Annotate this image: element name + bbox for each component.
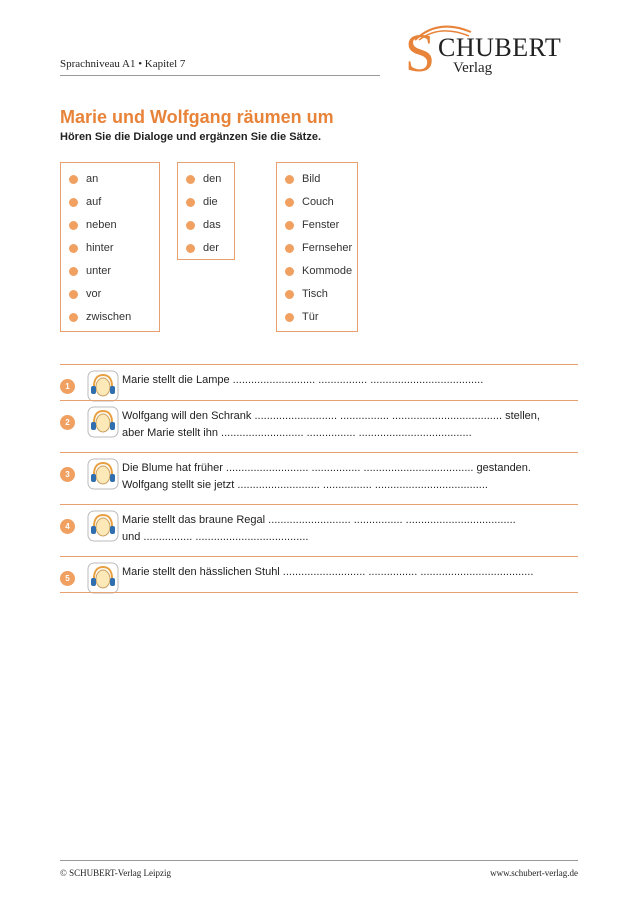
noun-item — [277, 242, 357, 256]
preposition-box — [60, 162, 160, 332]
preposition-item — [61, 219, 159, 233]
noun-label: Fenster — [302, 219, 340, 231]
listening-headphones-icon[interactable] — [87, 562, 119, 594]
page-instruction: Hören Sie die Dialoge und ergänzen Sie die Sätze. — [60, 131, 322, 143]
article-item — [178, 173, 234, 187]
bullet-dot-icon — [285, 313, 294, 322]
preposition-item — [61, 288, 159, 302]
header-level: Sprachniveau A1 • Kapitel 7 — [60, 58, 186, 70]
bullet-dot-icon — [186, 175, 195, 184]
exercise-divider — [60, 504, 578, 505]
bullet-dot-icon — [69, 267, 78, 276]
bullet-dot-icon — [69, 244, 78, 253]
bullet-dot-icon — [285, 175, 294, 184]
exercise-number: 3 — [60, 467, 75, 482]
article-label: den — [203, 173, 222, 185]
header-divider — [60, 75, 380, 76]
bullet-dot-icon — [69, 175, 78, 184]
bullet-dot-icon — [186, 198, 195, 207]
bullet-dot-icon — [186, 244, 195, 253]
article-box — [177, 162, 235, 260]
preposition-item — [61, 196, 159, 210]
preposition-label: an — [86, 173, 99, 185]
noun-box — [276, 162, 358, 332]
listening-headphones-icon[interactable] — [87, 406, 119, 438]
footer-copyright: © SCHUBERT-Verlag Leipzig — [60, 868, 171, 878]
exercise-item — [60, 510, 578, 550]
exercise-sentence[interactable]: Wolfgang stellt sie jetzt ........................... ................ ..................................... — [122, 479, 488, 491]
exercise-number: 4 — [60, 519, 75, 534]
noun-label: Couch — [302, 196, 334, 208]
article-label: der — [203, 242, 219, 254]
exercise-divider — [60, 400, 578, 401]
footer-website: www.schubert-verlag.de — [490, 868, 578, 878]
noun-item — [277, 173, 357, 187]
exercise-divider — [60, 364, 578, 365]
bullet-dot-icon — [285, 244, 294, 253]
bullet-dot-icon — [69, 313, 78, 322]
bullet-dot-icon — [69, 290, 78, 299]
exercise-sentence[interactable]: Die Blume hat früher ........................... ................ .................................... gestanden. — [122, 462, 531, 474]
exercise-number: 2 — [60, 415, 75, 430]
bullet-dot-icon — [69, 221, 78, 230]
preposition-label: hinter — [86, 242, 114, 254]
preposition-label: vor — [86, 288, 102, 300]
bullet-dot-icon — [285, 267, 294, 276]
bullet-dot-icon — [285, 221, 294, 230]
preposition-label: auf — [86, 196, 102, 208]
noun-item — [277, 196, 357, 210]
preposition-item — [61, 173, 159, 187]
logo-name: CHUBERT — [438, 33, 562, 62]
page-title: Marie und Wolfgang räumen um — [60, 107, 334, 127]
exercise-number: 5 — [60, 571, 75, 586]
exercise-sentence[interactable]: Marie stellt die Lampe ........................... ................ ..................................... — [122, 374, 484, 386]
listening-headphones-icon[interactable] — [87, 510, 119, 542]
noun-label: Tisch — [302, 288, 328, 300]
exercise-item — [60, 458, 578, 498]
logo-sub: Verlag — [453, 60, 493, 76]
listening-headphones-icon[interactable] — [87, 458, 119, 490]
preposition-label: unter — [86, 265, 112, 277]
noun-label: Fernseher — [302, 242, 353, 254]
article-item — [178, 242, 234, 256]
article-item — [178, 196, 234, 210]
noun-item — [277, 265, 357, 279]
noun-label: Kommode — [302, 265, 353, 277]
exercise-sentence[interactable]: und ................ ..................................... — [122, 531, 309, 543]
exercise-sentence[interactable]: Marie stellt das braune Regal ........................... ................ .................................... — [122, 514, 516, 526]
preposition-label: neben — [86, 219, 117, 231]
article-label: die — [203, 196, 218, 208]
bullet-dot-icon — [69, 198, 78, 207]
exercise-number: 1 — [60, 379, 75, 394]
bullet-dot-icon — [285, 290, 294, 299]
exercise-sentence[interactable]: Marie stellt den hässlichen Stuhl ........................... ................ ..................................... — [122, 566, 534, 578]
preposition-item — [61, 265, 159, 279]
noun-item — [277, 219, 357, 233]
noun-label: Bild — [302, 173, 321, 185]
exercise-divider — [60, 592, 578, 593]
exercise-divider — [60, 452, 578, 453]
article-item — [178, 219, 234, 233]
preposition-label: zwischen — [86, 311, 132, 323]
noun-item — [277, 288, 357, 302]
preposition-item — [61, 242, 159, 256]
exercise-sentence[interactable]: Wolfgang will den Schrank ........................... ................ .................................... stellen, — [122, 410, 540, 422]
logo-initial: S — [405, 23, 436, 83]
footer-divider — [60, 860, 578, 861]
bullet-dot-icon — [186, 221, 195, 230]
article-label: das — [203, 219, 221, 231]
bullet-dot-icon — [285, 198, 294, 207]
preposition-item — [61, 311, 159, 325]
noun-item — [277, 311, 357, 325]
noun-label: Tür — [302, 311, 319, 323]
exercise-sentence[interactable]: aber Marie stellt ihn ........................... ................ ..................................... — [122, 427, 472, 439]
listening-headphones-icon[interactable] — [87, 370, 119, 402]
exercise-divider — [60, 556, 578, 557]
exercise-item — [60, 406, 578, 446]
exercise-item — [60, 370, 578, 410]
exercise-item — [60, 562, 578, 602]
publisher-logo — [405, 22, 580, 82]
